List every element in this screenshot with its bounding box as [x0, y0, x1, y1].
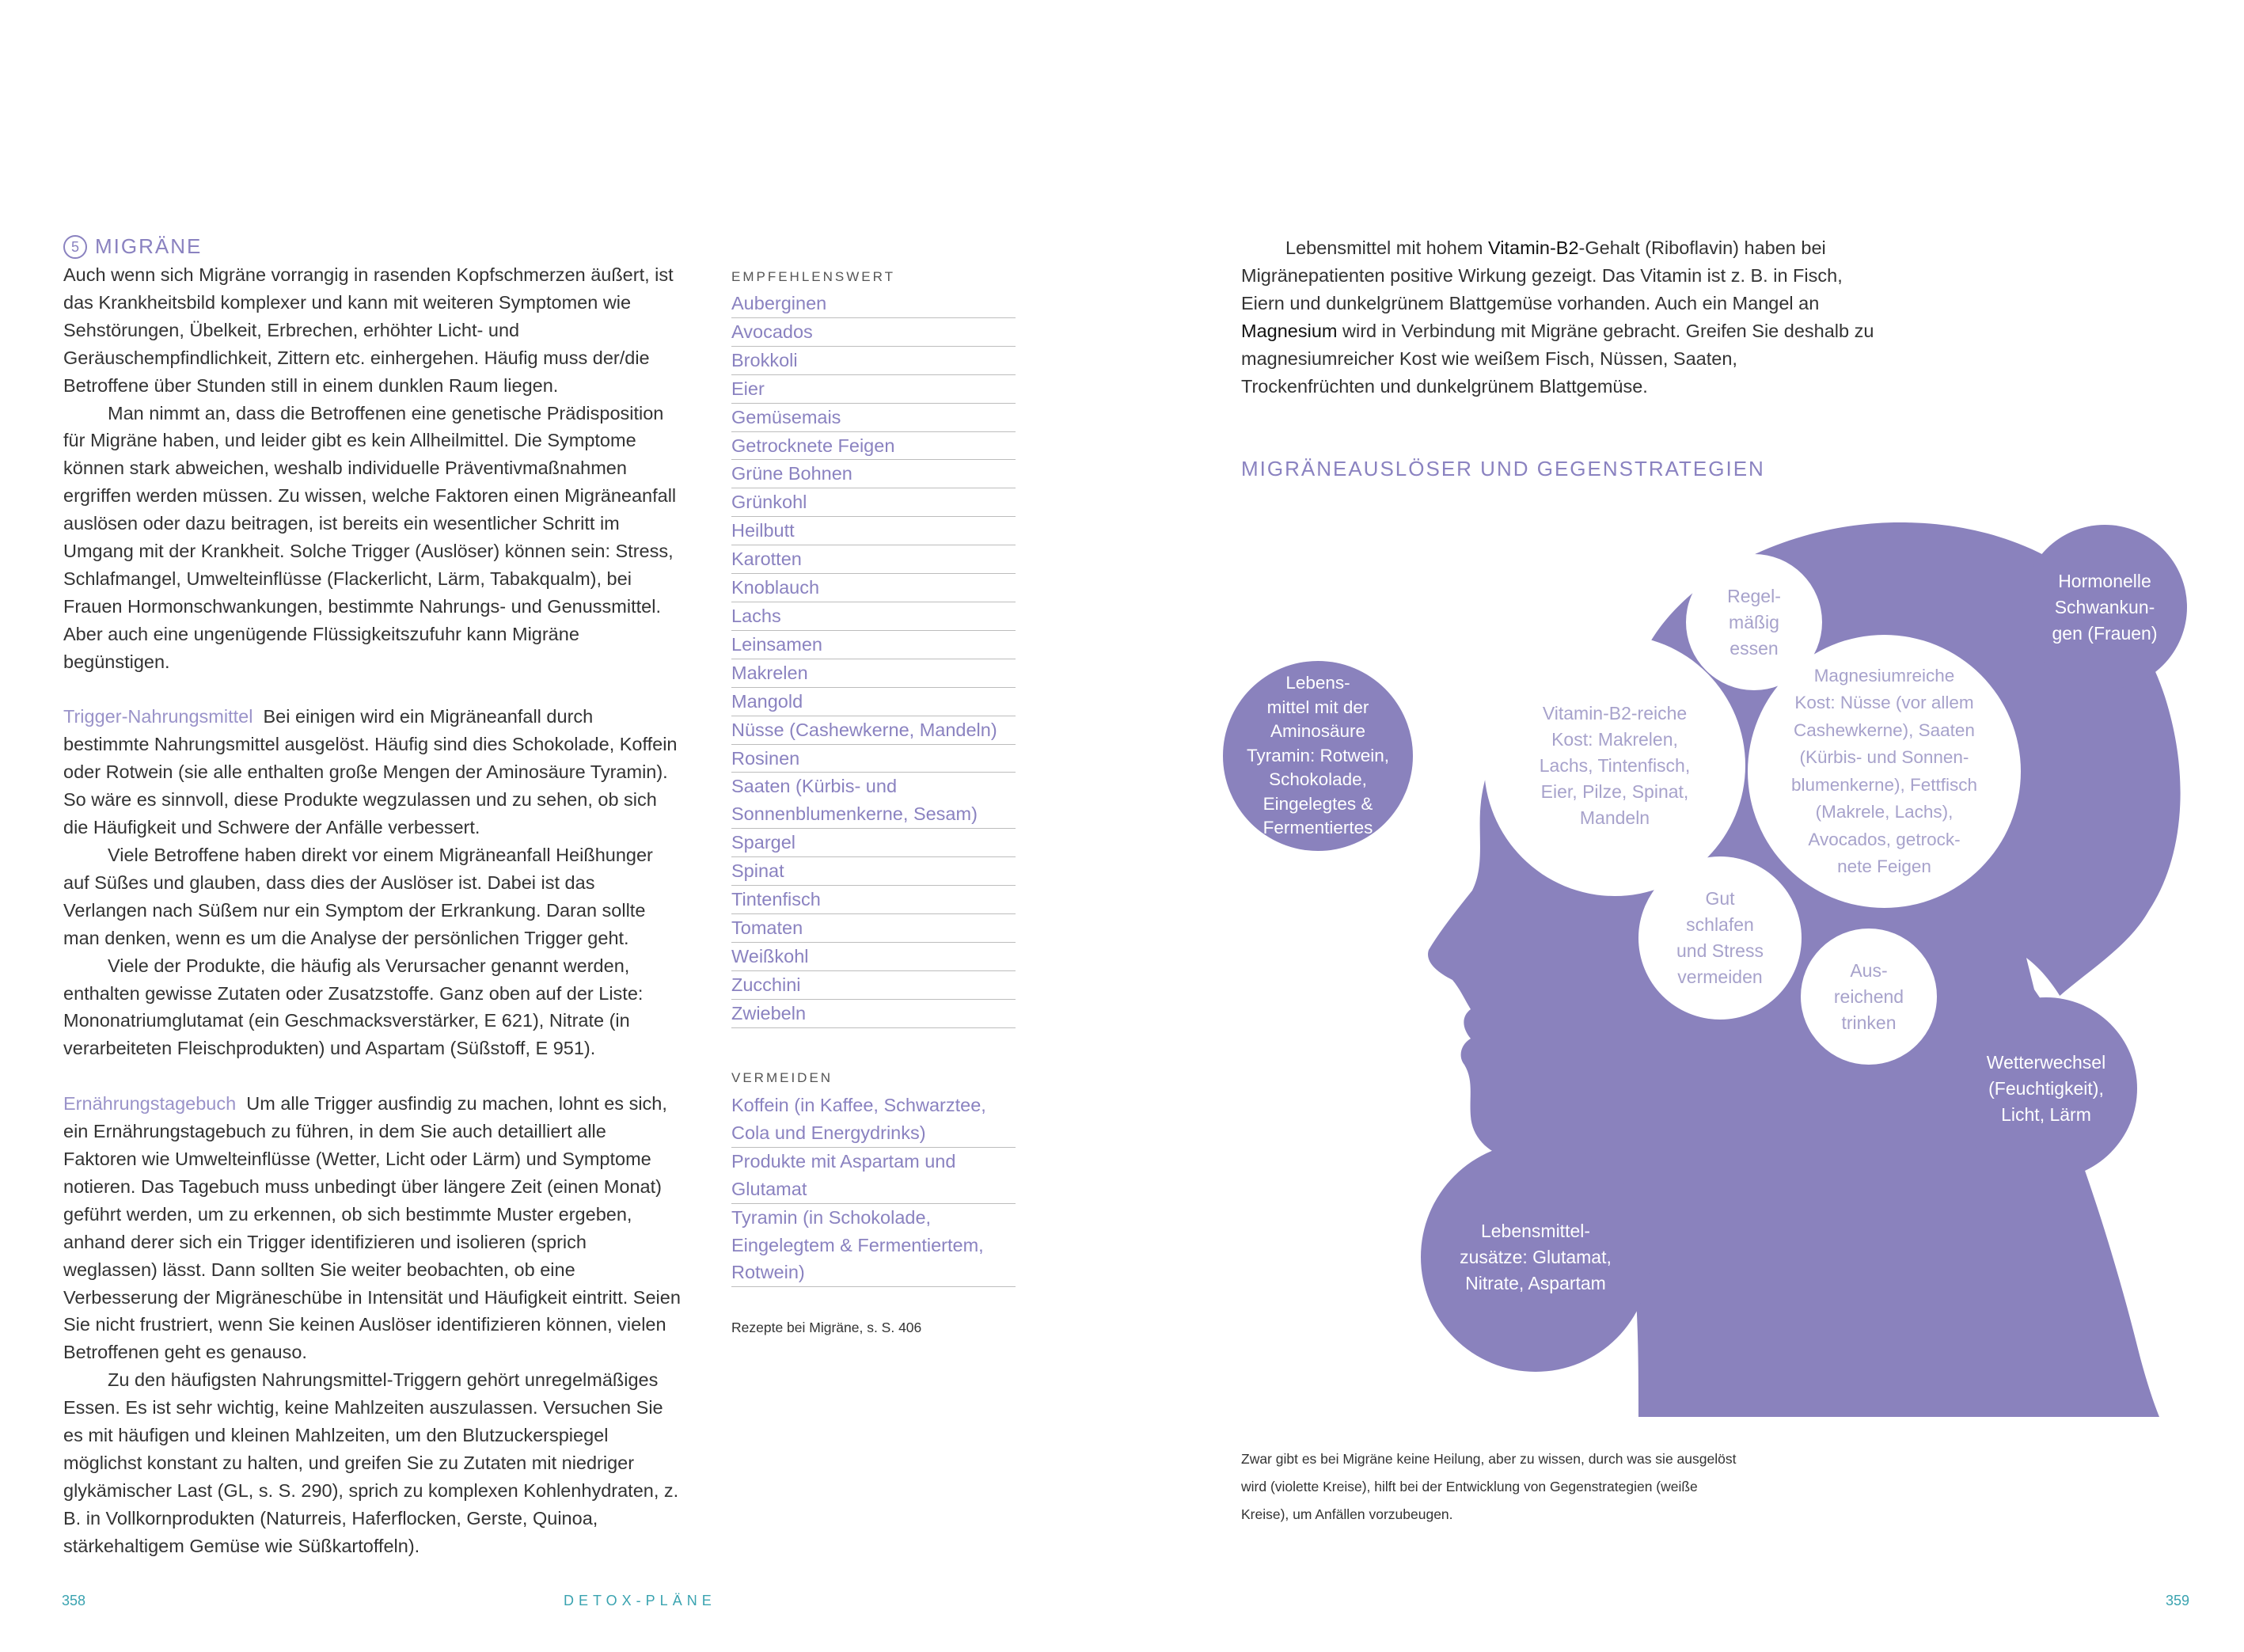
recommended-item: Makrelen — [731, 659, 1016, 688]
intro-part-2: -Gehalt (Riboflavin) haben bei Migränepatienten positive Wirkung gezeigt. Das Vitamin ist z. B. in Fisch, Eiern und dunkelgrünem Blattgemüse vorhanden. Auch ein Mangel an — [1241, 237, 1843, 313]
circle-text-line: (Makrele, Lachs), — [1815, 802, 1954, 822]
avoid-item: Tyramin (in Schokolade, Eingelegtem & Fermentiertem, Rotwein) — [731, 1204, 1016, 1288]
section-title — [63, 234, 202, 259]
recommended-item: Rosinen — [731, 745, 1016, 773]
recommended-item: Tomaten — [731, 914, 1016, 943]
circle-text-line: Lebens- — [1285, 673, 1350, 693]
circle-text-line: Tyramin: Rotwein, — [1246, 745, 1390, 765]
paragraph-additives: Viele der Produkte, die häufig als Verursacher genannt werden, enthalten gewisse Zutaten oder Zusatzstoffe. Ganz oben auf der Liste: Mononatriumglutamat (ein Geschmacksverstärker, E 621), Nitrate (in verarbeiteten Fleischprodukten) und Aspartam (Süßstoff, E 951). — [63, 955, 644, 1059]
right-intro-paragraph — [1241, 234, 1874, 400]
paragraph-irregular-eating: Zu den häufigsten Nahrungsmittel-Triggern gehört unregelmäßiges Essen. Es ist sehr wichtig, keine Mahlzeiten auszulassen. Versuchen Sie es mit häufigen und kleinen Mahlzeiten, um den Blutzuckerspiegel möglichst konstant zu halten, und greifen Sie zu Zutaten mit niedriger glykämischer Last (GL, s. S. 290), sprich zu komplexen Kohlenhydraten, z. B. in Vollkornprodukten (Naturreis, Haferflocken, Gerste, Quinoa, stärkehaltigem Gemüse wie Süßkartoffeln). — [63, 1369, 679, 1556]
circle-text-line: trinken — [1841, 1012, 1897, 1033]
figure-title: MIGRÄNEAUSLÖSER UND GEGENSTRATEGIEN — [1241, 457, 1765, 480]
recommended-item: Gemüsemais — [731, 404, 1016, 432]
circle-text-line: Avocados, getrock- — [1808, 829, 1961, 849]
paragraph-sweets: Viele Betroffene haben direkt vor einem Migräneanfall Heißhunger auf Süßes und glauben, dass dies der Auslöser ist. Dabei ist das Verlangen nach Süßem nur ein Symptom der Erkrankung. Daran sollte man denken, wenn es um die Analyse der persönlichen Trigger geht. — [63, 845, 653, 948]
circle-text-line: Aminosäure — [1270, 721, 1366, 742]
recommended-item: Heilbutt — [731, 517, 1016, 545]
subhead-trigger-foods: Trigger-Nahrungsmittel — [63, 706, 253, 727]
circle-text — [1540, 701, 1691, 831]
intro-magnesium: Magnesium — [1241, 320, 1338, 341]
recommended-item: Saaten (Kürbis- und Sonnenblumenkerne, Sesam) — [731, 773, 1016, 829]
recommended-item: Leinsamen — [731, 631, 1016, 659]
recommended-item: Zwiebeln — [731, 1000, 1016, 1028]
recommended-item: Getrocknete Feigen — [731, 432, 1016, 461]
recommended-item: Karotten — [731, 545, 1016, 574]
trigger-circle-weather — [1955, 997, 2137, 1179]
circle-text-line: Wetterwechsel — [1986, 1051, 2106, 1073]
circle-text-line: nete Feigen — [1837, 856, 1931, 876]
circle-text-line: Eingelegtes & — [1262, 793, 1373, 814]
main-body-text — [63, 261, 681, 1560]
circle-text — [2052, 568, 2158, 647]
circle-text-line: zusätze: Glutamat, — [1460, 1246, 1612, 1267]
strategy-circle-hydration — [1801, 929, 1937, 1065]
recommended-heading: EMPFEHLENSWERT — [731, 269, 895, 284]
recommended-item: Zucchini — [731, 971, 1016, 1000]
circle-text-line: blumenkerne), Fettfisch — [1790, 774, 1978, 795]
right-intro-text — [1241, 234, 1874, 400]
circle-text-line: Licht, Lärm — [2001, 1103, 2091, 1125]
recommended-item: Mangold — [731, 688, 1016, 716]
circle-text-line: vermeiden — [1677, 967, 1763, 987]
strategy-circle-sleep — [1638, 856, 1802, 1020]
paragraph-food-diary — [63, 1090, 681, 1366]
circle-text-line: Magnesiumreiche — [1813, 665, 1955, 685]
circle-text-line: Kost: Nüsse (vor allem — [1794, 693, 1974, 712]
paragraph-trigger-foods — [63, 703, 681, 841]
circle-text — [1460, 1218, 1612, 1297]
circle-text-line: Eier, Pilze, Spinat, — [1540, 780, 1689, 802]
intro-part-3: wird in Verbindung mit Migräne gebracht. Greifen Sie deshalb zu magnesiumreicher Kost wie weißem Fisch, Nüssen, Saaten, Trockenfrüchten und dunkelgrünem Blattgemüse. — [1241, 320, 1874, 397]
circle-text-line: (Kürbis- und Sonnen- — [1799, 747, 1969, 767]
running-footer-title: DETOX-PLÄNE — [564, 1593, 716, 1608]
circle-text-line: mittel mit der — [1266, 697, 1369, 717]
circle-text-line: Hormonelle — [2058, 570, 2151, 591]
circle-text-line: Aus- — [1850, 959, 1888, 981]
recommended-item: Nüsse (Cashewkerne, Mandeln) — [731, 716, 1016, 745]
recommended-item: Grüne Bohnen — [731, 460, 1016, 488]
circle-text-line: Fermentiertes — [1262, 818, 1373, 838]
circle-text-line: Lachs, Tintenfisch, — [1539, 754, 1691, 776]
page-number-right: 359 — [2166, 1593, 2190, 1608]
avoid-heading: VERMEIDEN — [731, 1070, 833, 1085]
circle-text-line: Cashewkerne), Saaten — [1794, 720, 1975, 740]
recommended-list — [731, 290, 1016, 1028]
circle-text-line: Lebensmittel- — [1480, 1220, 1591, 1241]
paragraph-predisposition: Man nimmt an, dass die Betroffenen eine genetische Prädisposition für Migräne haben, und leider gibt es kein Allheilmittel. Die Symptome können stark abweichen, weshalb individuelle Präventivmaßnahmen ergriffen werden müssen. Zu wissen, welche Faktoren einen Migräneanfall auslösen oder dazu beitragen, ist bereits ein wesentlicher Schritt im Umgang mit der Krankheit. Solche Trigger (Auslöser) können sein: Stress, Schlafmangel, Umwelteinflüsse (Flackerlicht, Lärm, Tabakqualm), bei Frauen Hormonschwankungen, bestimmte Nahrungs- und Genussmittel. Aber auch eine ungenügende Flüssigkeitszufuhr kann Migräne begünstigen. — [63, 402, 677, 672]
circle-text — [1987, 1050, 2105, 1128]
circle-text-line: Mandeln — [1579, 807, 1650, 828]
circle-text-line: und Stress — [1676, 940, 1764, 961]
recommended-item: Spargel — [731, 829, 1016, 857]
recommended-item: Spinat — [731, 857, 1016, 886]
strategy-circle-magnesium — [1748, 635, 2021, 908]
recommended-item: Brokkoli — [731, 347, 1016, 375]
paragraph-trigger-foods-text: Bei einigen wird ein Migräneanfall durch bestimmte Nahrungsmittel ausgelöst. Häufig sind dies Schokolade, Koffein oder Rotwein (sie alle enthalten große Mengen der Aminosäure Tyramin). So wäre es sinnvoll, diese Produkte wegzulassen und zu sehen, ob sich die Häufigkeit und Schwere der Anfälle verbessert. — [63, 706, 678, 838]
recommended-item: Weißkohl — [731, 943, 1016, 971]
avoid-list — [731, 1092, 1016, 1287]
circle-text-line: mäßig — [1729, 611, 1779, 632]
circle-text-line: Schwankun- — [2054, 596, 2155, 617]
circle-text-line: Nitrate, Aspartam — [1465, 1272, 1606, 1293]
circle-text — [1247, 671, 1389, 841]
subhead-food-diary: Ernährungstagebuch — [63, 1093, 237, 1115]
recipes-note: Rezepte bei Migräne, s. S. 406 — [731, 1320, 922, 1335]
circle-text-line: schlafen — [1686, 914, 1754, 935]
recommended-item: Eier — [731, 375, 1016, 404]
recommended-item: Lachs — [731, 602, 1016, 631]
paragraph-intro: Auch wenn sich Migräne vorrangig in rasenden Kopfschmerzen äußert, ist das Krankheitsbild komplexer und kann mit weiteren Symptomen wie Sehstörungen, Übelkeit, Erbrechen, erhöhter Licht- und Geräuschempfindlichkeit, Zittern etc. einhergehen. Häufig muss der/die Betroffene über Stunden still in einem dunklen Raum liegen. — [63, 264, 674, 396]
intro-part-1: Lebensmittel mit hohem — [1285, 237, 1489, 258]
paragraph-food-diary-text: Um alle Trigger ausfindig zu machen, lohnt es sich, ein Ernährungstagebuch zu führen, in dem Sie auch detailliert alle Faktoren wie Umwelteinflüsse (Wetter, Licht oder Lärm) und Symptome notieren. Das Tagebuch muss unbedingt über längere Zeit (einen Monat) geführt werden, um zu erkennen, ob sich bestimmte Muster ergeben, anhand derer sich ein Trigger identifizieren und isolieren (sprich weglassen) lässt. Dann sollten Sie weiter beobachten, ob eine Verbesserung der Migräneschübe in Intensität und Häufigkeit eintritt. Seien Sie nicht frustriert, wenn Sie keinen Auslöser identifizieren können, vielen Betroffenen geht es genauso. — [63, 1093, 681, 1363]
page-number-left: 358 — [62, 1593, 86, 1608]
recommended-item: Auberginen — [731, 290, 1016, 318]
recommended-item: Knoblauch — [731, 574, 1016, 602]
recommended-item: Avocados — [731, 318, 1016, 347]
circle-text — [1791, 663, 1977, 881]
circle-text-line: essen — [1730, 637, 1779, 659]
recommended-item: Tintenfisch — [731, 886, 1016, 914]
trigger-circle-tyramine — [1223, 661, 1413, 851]
circle-text — [1727, 583, 1781, 662]
figure-caption: Zwar gibt es bei Migräne keine Heilung, aber zu wissen, durch was sie ausgelöst wird (violette Kreise), hilft bei der Entwicklung von Gegenstrategien (weiße Kreise), um Anfällen vorzubeugen. — [1241, 1451, 1737, 1522]
recommended-item: Grünkohl — [731, 488, 1016, 517]
intro-vitamin-b2: Vitamin-B2 — [1488, 237, 1579, 258]
circle-text-line: (Feuchtigkeit), — [1988, 1077, 2104, 1099]
circle-text-line: Gut — [1705, 888, 1735, 909]
avoid-item: Produkte mit Aspartam und Glutamat — [731, 1148, 1016, 1204]
trigger-circle-hormones — [2022, 525, 2187, 689]
circle-text — [1834, 958, 1904, 1036]
section-title-text: MIGRÄNE — [95, 234, 203, 258]
circle-text-line: reichend — [1833, 986, 1904, 1007]
circle-text-line: Kost: Makrelen, — [1551, 728, 1678, 750]
circle-text-line: Schokolade, — [1269, 769, 1367, 790]
avoid-item: Koffein (in Kaffee, Schwarztee, Cola und Energydrinks) — [731, 1092, 1016, 1148]
circle-text-line: Regel- — [1727, 585, 1781, 606]
circle-text — [1676, 886, 1764, 990]
circle-text-line: Vitamin-B2-reiche — [1542, 702, 1688, 723]
trigger-circle-additives — [1421, 1142, 1650, 1372]
circle-text-line: gen (Frauen) — [2052, 622, 2158, 644]
section-number-badge: 5 — [63, 235, 87, 259]
